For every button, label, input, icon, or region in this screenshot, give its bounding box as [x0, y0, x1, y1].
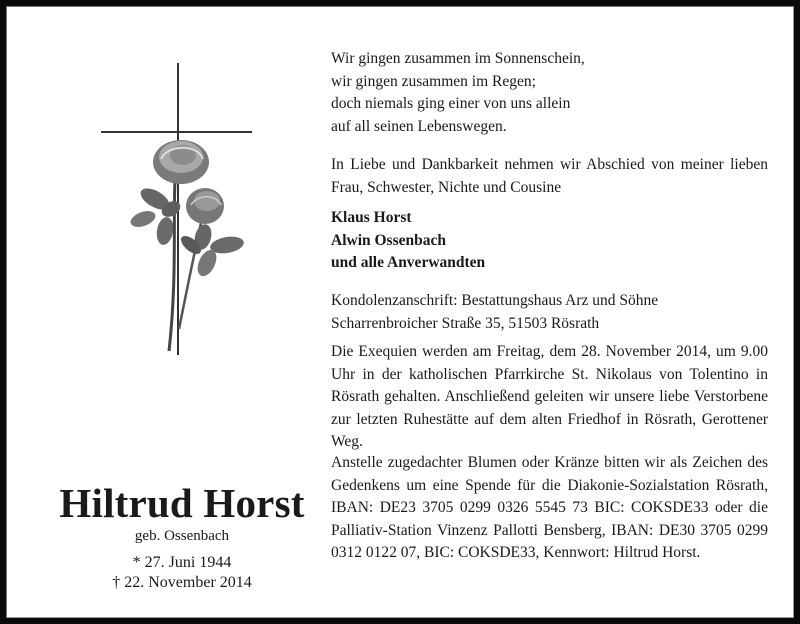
donation-info	[331, 452, 768, 565]
obituary-notice	[6, 6, 794, 618]
donation-paragraph: Anstelle zugedachter Blumen oder Kränze bitten wir als Zeichen des Gedenkens um eine Spende für die Diakonie-Sozialstation Rösrath, IBAN: DE23 3705 0299 0326 5545 73 BIC: COKSDE33 oder die Palliativ-Station Vinzenz Pallotti Bensberg, IBAN: DE30 3705 0299 0312 0122 07, BIC: COKSDE33, Kennwort: Hiltrud Horst.	[331, 454, 768, 561]
deceased-info	[37, 479, 327, 593]
signer: und alle Anverwandten	[331, 254, 486, 271]
condolence-line: Kondolenzanschrift: Bestattungshaus Arz und Söhne	[331, 292, 659, 309]
signer: Alwin Ossenbach	[331, 231, 446, 249]
poem-line: Wir gingen zusammen im Sonnenschein,	[331, 50, 585, 67]
service-paragraph: Die Exequien werden am Freitag, dem 28. November 2014, um 9.00 Uhr in der katholischen Pfarrkirche St. Nikolaus von Tolentino in Rösrath gehalten. Anschließend geleiten wir unsere liebe Verstorbene zur letzten Ruhestätte auf dem alten Friedhof in Rösrath, Gerottener Weg.	[331, 343, 768, 450]
condolence-address	[331, 290, 768, 335]
intro-text	[331, 154, 768, 199]
birth-date: * 27. Juni 1944	[132, 554, 232, 571]
intro-paragraph: In Liebe und Dankbarkeit nehmen wir Abschied von meiner lieben Frau, Schwester, Nichte und Cousine	[331, 156, 768, 196]
death-date: † 22. November 2014	[112, 574, 252, 591]
service-info	[331, 341, 768, 454]
signer: Klaus Horst	[331, 209, 412, 226]
signers	[331, 207, 768, 275]
poem	[331, 48, 768, 138]
condolence-line: Scharrenbroicher Straße 35, 51503 Rösrath	[331, 314, 600, 332]
cross-with-roses-icon	[95, 59, 265, 359]
poem-line: wir gingen zusammen im Regen;	[331, 72, 536, 90]
poem-line: doch niemals ging einer von uns allein	[331, 95, 571, 112]
poem-line: auf all seinen Lebenswegen.	[331, 117, 507, 135]
maiden-name: geb. Ossenbach	[134, 528, 230, 544]
deceased-name: Hiltrud Horst	[59, 480, 305, 526]
